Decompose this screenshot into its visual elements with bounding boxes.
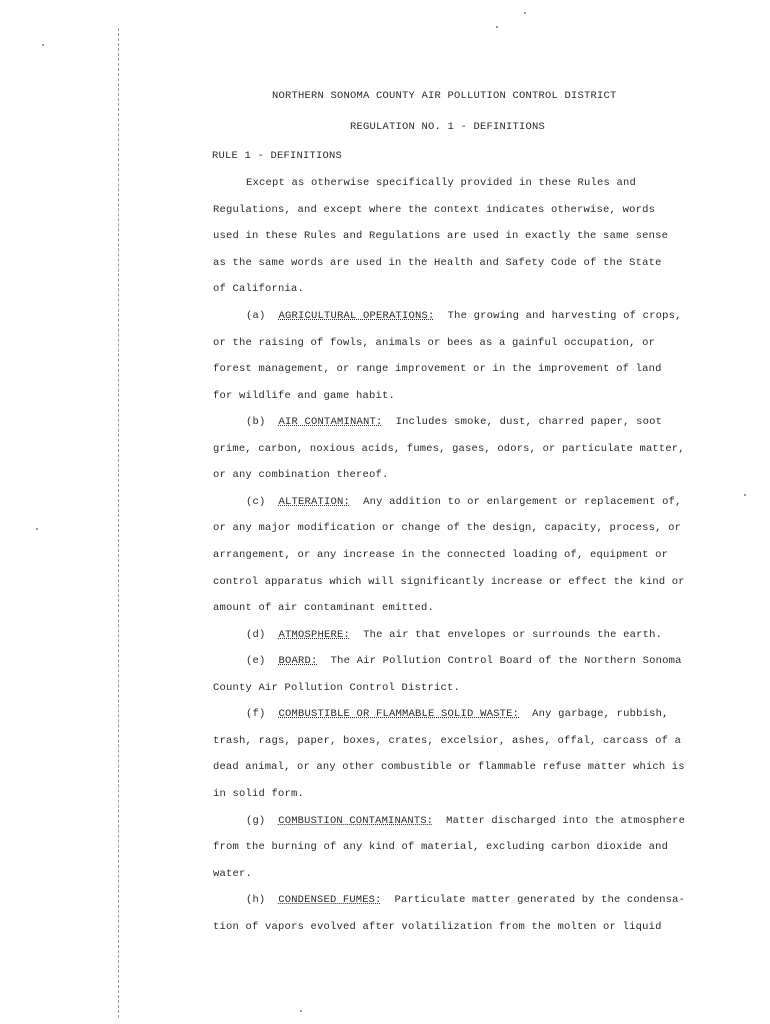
definition-text: Particulate matter generated by the condensa- <box>394 894 686 906</box>
intro-line: as the same words are used in the Health and Safety Code of the State <box>213 257 662 269</box>
definition-term: ATMOSPHERE: <box>278 629 351 641</box>
definition-c-first-line <box>246 496 682 508</box>
definition-line: or the raising of fowls, animals or bees as a gainful occupation, or <box>213 337 656 349</box>
scan-speck <box>36 528 38 530</box>
definition-letter: (a) <box>246 310 266 322</box>
definition-line: grime, carbon, noxious acids, fumes, gases, odors, or particulate matter, <box>213 443 685 455</box>
definition-g-first-line <box>246 815 685 827</box>
definition-text: The growing and harvesting of crops, <box>447 310 682 322</box>
definition-line: or any combination thereof. <box>213 469 389 481</box>
definition-e-first-line <box>246 655 682 667</box>
definition-d-first-line <box>246 629 662 641</box>
scan-speck <box>42 44 44 46</box>
scan-speck <box>744 494 746 496</box>
binding-margin-line <box>118 28 119 1018</box>
district-title: NORTHERN SONOMA COUNTY AIR POLLUTION CONTROL DISTRICT <box>272 90 617 102</box>
intro-line: of California. <box>213 283 305 295</box>
definition-letter: (c) <box>246 496 266 508</box>
definition-term: COMBUSTION CONTAMINANTS: <box>278 815 434 827</box>
definition-h-first-line <box>246 894 685 906</box>
regulation-title: REGULATION NO. 1 - DEFINITIONS <box>350 121 546 133</box>
scan-speck <box>524 12 526 14</box>
definition-term: COMBUSTIBLE OR FLAMMABLE SOLID WASTE: <box>278 708 520 720</box>
definition-letter: (f) <box>246 708 266 720</box>
scan-speck <box>496 26 498 28</box>
definition-a-first-line <box>246 310 682 322</box>
definition-line: amount of air contaminant emitted. <box>213 602 435 614</box>
definition-line: water. <box>213 868 253 880</box>
definition-line: control apparatus which will significantly increase or effect the kind or <box>213 576 685 588</box>
definition-text: The Air Pollution Control Board of the Northern Sonoma <box>330 655 682 667</box>
definition-letter: (g) <box>246 815 266 827</box>
definition-line: dead animal, or any other combustible or flammable refuse matter which is <box>213 761 685 773</box>
definition-line: or any major modification or change of the design, capacity, process, or <box>213 522 682 534</box>
definition-letter: (b) <box>246 416 266 428</box>
definition-line: trash, rags, paper, boxes, crates, excelsior, ashes, offal, carcass of a <box>213 735 682 747</box>
definition-term: AGRICULTURAL OPERATIONS: <box>278 310 435 322</box>
definition-text: Includes smoke, dust, charred paper, soot <box>395 416 663 428</box>
definition-letter: (d) <box>246 629 266 641</box>
definition-letter: (e) <box>246 655 266 667</box>
definition-line: County Air Pollution Control District. <box>213 682 461 694</box>
definition-term: ALTERATION: <box>278 496 351 508</box>
scan-speck <box>300 1010 302 1012</box>
definition-line: forest management, or range improvement or in the improvement of land <box>213 363 662 375</box>
definition-text: Any addition to or enlargement or replacement of, <box>363 496 682 508</box>
intro-line: Regulations, and except where the context indicates otherwise, words <box>213 204 656 216</box>
definition-text: The air that envelopes or surrounds the earth. <box>363 629 663 641</box>
definition-text: Matter discharged into the atmosphere <box>446 815 686 827</box>
definition-line: arrangement, or any increase in the connected loading of, equipment or <box>213 549 669 561</box>
definition-line: tion of vapors evolved after volatilization from the molten or liquid <box>213 921 662 933</box>
rule-heading: RULE 1 - DEFINITIONS <box>212 150 343 162</box>
intro-line: used in these Rules and Regulations are used in exactly the same sense <box>213 230 669 242</box>
definition-text: Any garbage, rubbish, <box>532 708 669 720</box>
definition-f-first-line <box>246 708 669 720</box>
definition-b-first-line <box>246 416 662 428</box>
definition-line: for wildlife and game habit. <box>213 390 396 402</box>
definition-term: BOARD: <box>278 655 318 667</box>
definition-term: CONDENSED FUMES: <box>278 894 382 906</box>
intro-line: Except as otherwise specifically provided in these Rules and <box>246 177 637 189</box>
definition-line: in solid form. <box>213 788 305 800</box>
definition-letter: (h) <box>246 894 266 906</box>
definition-line: from the burning of any kind of material, excluding carbon dioxide and <box>213 841 669 853</box>
definition-term: AIR CONTAMINANT: <box>278 416 383 428</box>
